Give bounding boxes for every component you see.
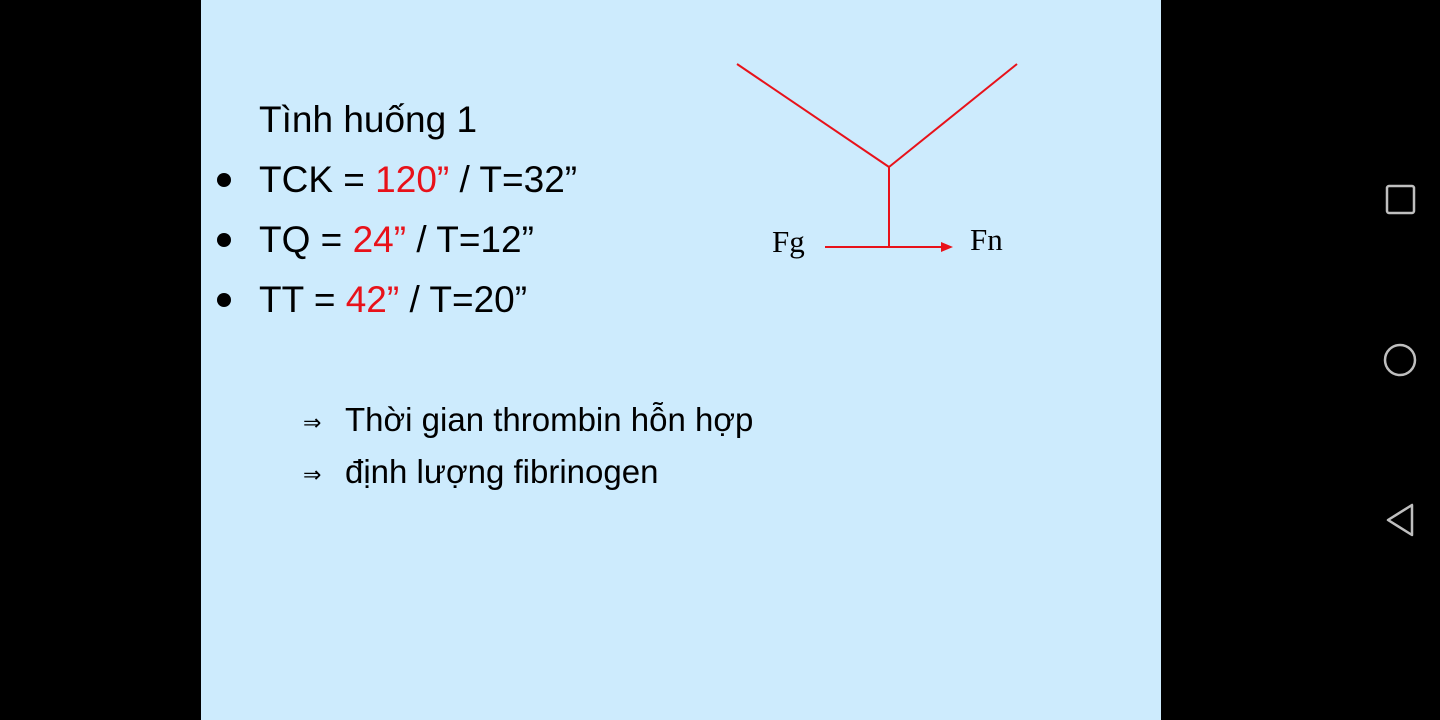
bullet-prefix: TQ = <box>259 219 353 260</box>
bullet-highlight-value: 120” <box>375 159 450 200</box>
bullet-text <box>259 156 577 204</box>
bullet-prefix: TT = <box>259 279 346 320</box>
back-icon[interactable] <box>1380 500 1420 540</box>
bullet-highlight-value: 24” <box>352 219 407 260</box>
bullet-dot <box>217 173 231 187</box>
diagram-left-arm <box>737 64 889 167</box>
implies-arrow-icon: ⇒ <box>303 463 322 488</box>
conclusion-text: Thời gian thrombin hỗn hợp <box>345 401 754 438</box>
diagram-right-arm <box>889 64 1017 167</box>
bullet-suffix: / T=32” <box>449 159 578 200</box>
bullet-suffix: / T=12” <box>406 219 534 260</box>
home-icon[interactable] <box>1380 340 1420 380</box>
conclusion-text: định lượng fibrinogen <box>345 453 659 490</box>
bullet-text <box>259 216 534 264</box>
arrow-right-icon <box>941 242 953 252</box>
recent-apps-icon[interactable] <box>1381 180 1421 220</box>
slide-title: Tình huống 1 <box>259 99 478 140</box>
bullet-text <box>259 276 527 324</box>
bullet-dot <box>217 293 231 307</box>
fibrinogen-label: Fg <box>772 224 805 259</box>
bullet-suffix: / T=20” <box>399 279 528 320</box>
presentation-slide <box>201 0 1161 720</box>
bullet-dot <box>217 233 231 247</box>
implies-arrow-icon: ⇒ <box>303 411 322 436</box>
bullet-highlight-value: 42” <box>345 279 400 320</box>
fibrin-label: Fn <box>970 222 1003 257</box>
bullet-prefix: TCK = <box>259 159 376 200</box>
left-letterbox <box>0 0 201 720</box>
